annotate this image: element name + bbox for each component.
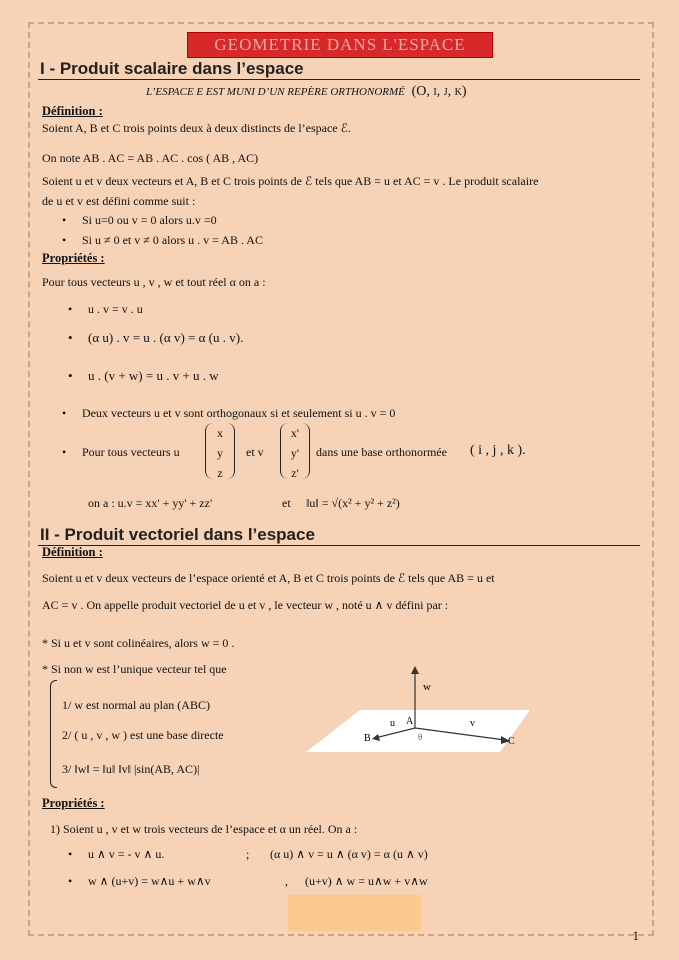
plane-shape	[306, 710, 530, 752]
section-1-title: I - Produit scalaire dans l’espace	[40, 59, 304, 78]
def-line-4: de u et v est défini comme suit :	[42, 194, 196, 208]
label-w: w	[423, 681, 431, 693]
def-line-3: Soient u et v deux vecteurs et A, B et C trois points de ℰ tels que AB = u et AC = v . Le produit scalaire	[42, 174, 539, 188]
properties-intro: Pour tous vecteurs u , v , w et tout réel α on a :	[42, 275, 266, 289]
prop-3: • u . (v + w) = u . v + u . w	[88, 368, 219, 384]
prop-5-intro: • Pour tous vecteurs u	[82, 445, 180, 460]
figure-svg	[300, 660, 540, 760]
label-u: u	[390, 718, 395, 729]
vector-v-column	[280, 423, 310, 479]
section-1-subtitle	[146, 84, 467, 100]
def-bullet-2: • Si u ≠ 0 et v ≠ 0 alors u . v = AB . AC	[82, 233, 263, 248]
u-x: x	[217, 426, 223, 440]
section-1-rule	[38, 79, 640, 80]
formula-and: et	[282, 496, 291, 510]
section-2-rule	[38, 545, 640, 546]
page-number: 1	[632, 928, 639, 943]
page-banner: GEOMETRIE DANS L'ESPACE	[188, 33, 492, 57]
cross-prop-2-sep: ,	[285, 874, 288, 888]
definition-header: Définition :	[42, 104, 103, 118]
vector-u-column	[205, 423, 235, 479]
prop-5-base: dans une base orthonormée	[316, 445, 447, 459]
definition-2-header: Définition :	[42, 545, 103, 559]
norm-formula: ‖u‖ = √(x² + y² + z²)	[306, 496, 400, 510]
cross-prop-2a: • w ∧ (u+v) = w∧u + w∧v	[88, 874, 211, 889]
star-line-2: * Si non w est l’unique vecteur tel que	[42, 662, 227, 676]
label-A: A	[406, 716, 414, 727]
repere-label: (O, i, j, k)	[411, 84, 467, 99]
u-z: z	[217, 466, 223, 480]
def2-line-2: AC = v . On appelle produit vectoriel de u et v , le vecteur w , noté u ∧ v défini par :	[42, 598, 449, 612]
u-y: y	[217, 446, 223, 460]
prop-4: • Deux vecteurs u et v sont orthogonaux si et seulement si u . v = 0	[82, 406, 395, 421]
properties-header: Propriétés :	[42, 251, 105, 265]
section-2-title: II - Produit vectoriel dans l’espace	[40, 525, 315, 544]
cross-product-figure	[300, 660, 540, 760]
prop-1: • u . v = v . u	[88, 302, 143, 317]
subtitle-text: L’ESPACE E EST MUNI D’UN REPÈRE ORTHONORMÉ	[146, 86, 405, 98]
conditions-brace	[50, 680, 57, 788]
def-line-2: On note AB . AC = AB . AC . cos ( AB , AC)	[42, 151, 259, 165]
w-arrow-head	[411, 666, 419, 674]
star-line-1: * Si u et v sont colinéaires, alors w = 0 .	[42, 636, 235, 650]
condition-1: 1/ w est normal au plan (ABC)	[62, 698, 210, 712]
cross-prop-2b: (u+v) ∧ w = u∧w + v∧w	[305, 874, 428, 888]
def-bullet-1: • Si u=0 ou v = 0 alors u.v =0	[82, 213, 217, 228]
cross-prop-1b: (α u) ∧ v = u ∧ (α v) = α (u ∧ v)	[270, 847, 428, 861]
v-y: y'	[290, 446, 300, 460]
dot-product-formula: on a : u.v = xx' + yy' + zz'	[88, 496, 213, 510]
condition-2: 2/ ( u , v , w ) est une base directe	[62, 728, 224, 742]
def-line-1: Soient A, B et C trois points deux à deux distincts de l’espace ℰ.	[42, 121, 351, 135]
properties-2-intro: 1) Soient u , v et w trois vecteurs de l’espace et α un réel. On a :	[50, 822, 358, 836]
v-x: x'	[290, 426, 300, 440]
label-B: B	[364, 733, 371, 744]
def2-line-1: Soient u et v deux vecteurs de l’espace orienté et A, B et C trois points de ℰ tels que AB = u et	[42, 571, 495, 585]
condition-3: 3/ ‖w‖ = ‖u‖ ‖v‖ |sin(AB, AC)|	[62, 762, 200, 776]
v-z: z'	[291, 466, 299, 480]
prop-5-and: et v	[246, 445, 264, 459]
label-theta: θ	[418, 732, 423, 742]
label-v: v	[470, 718, 475, 729]
properties-2-header: Propriétés :	[42, 796, 105, 810]
cross-prop-1-sep: ;	[246, 847, 250, 861]
prop-2: • (α u) . v = u . (α v) = α (u . v).	[88, 330, 243, 346]
label-C: C	[508, 736, 515, 747]
cross-prop-1a: • u ∧ v = - v ∧ u.	[88, 847, 164, 862]
highlight-block	[288, 895, 421, 931]
prop-5-base-vectors: ( i , j , k ).	[470, 443, 526, 458]
